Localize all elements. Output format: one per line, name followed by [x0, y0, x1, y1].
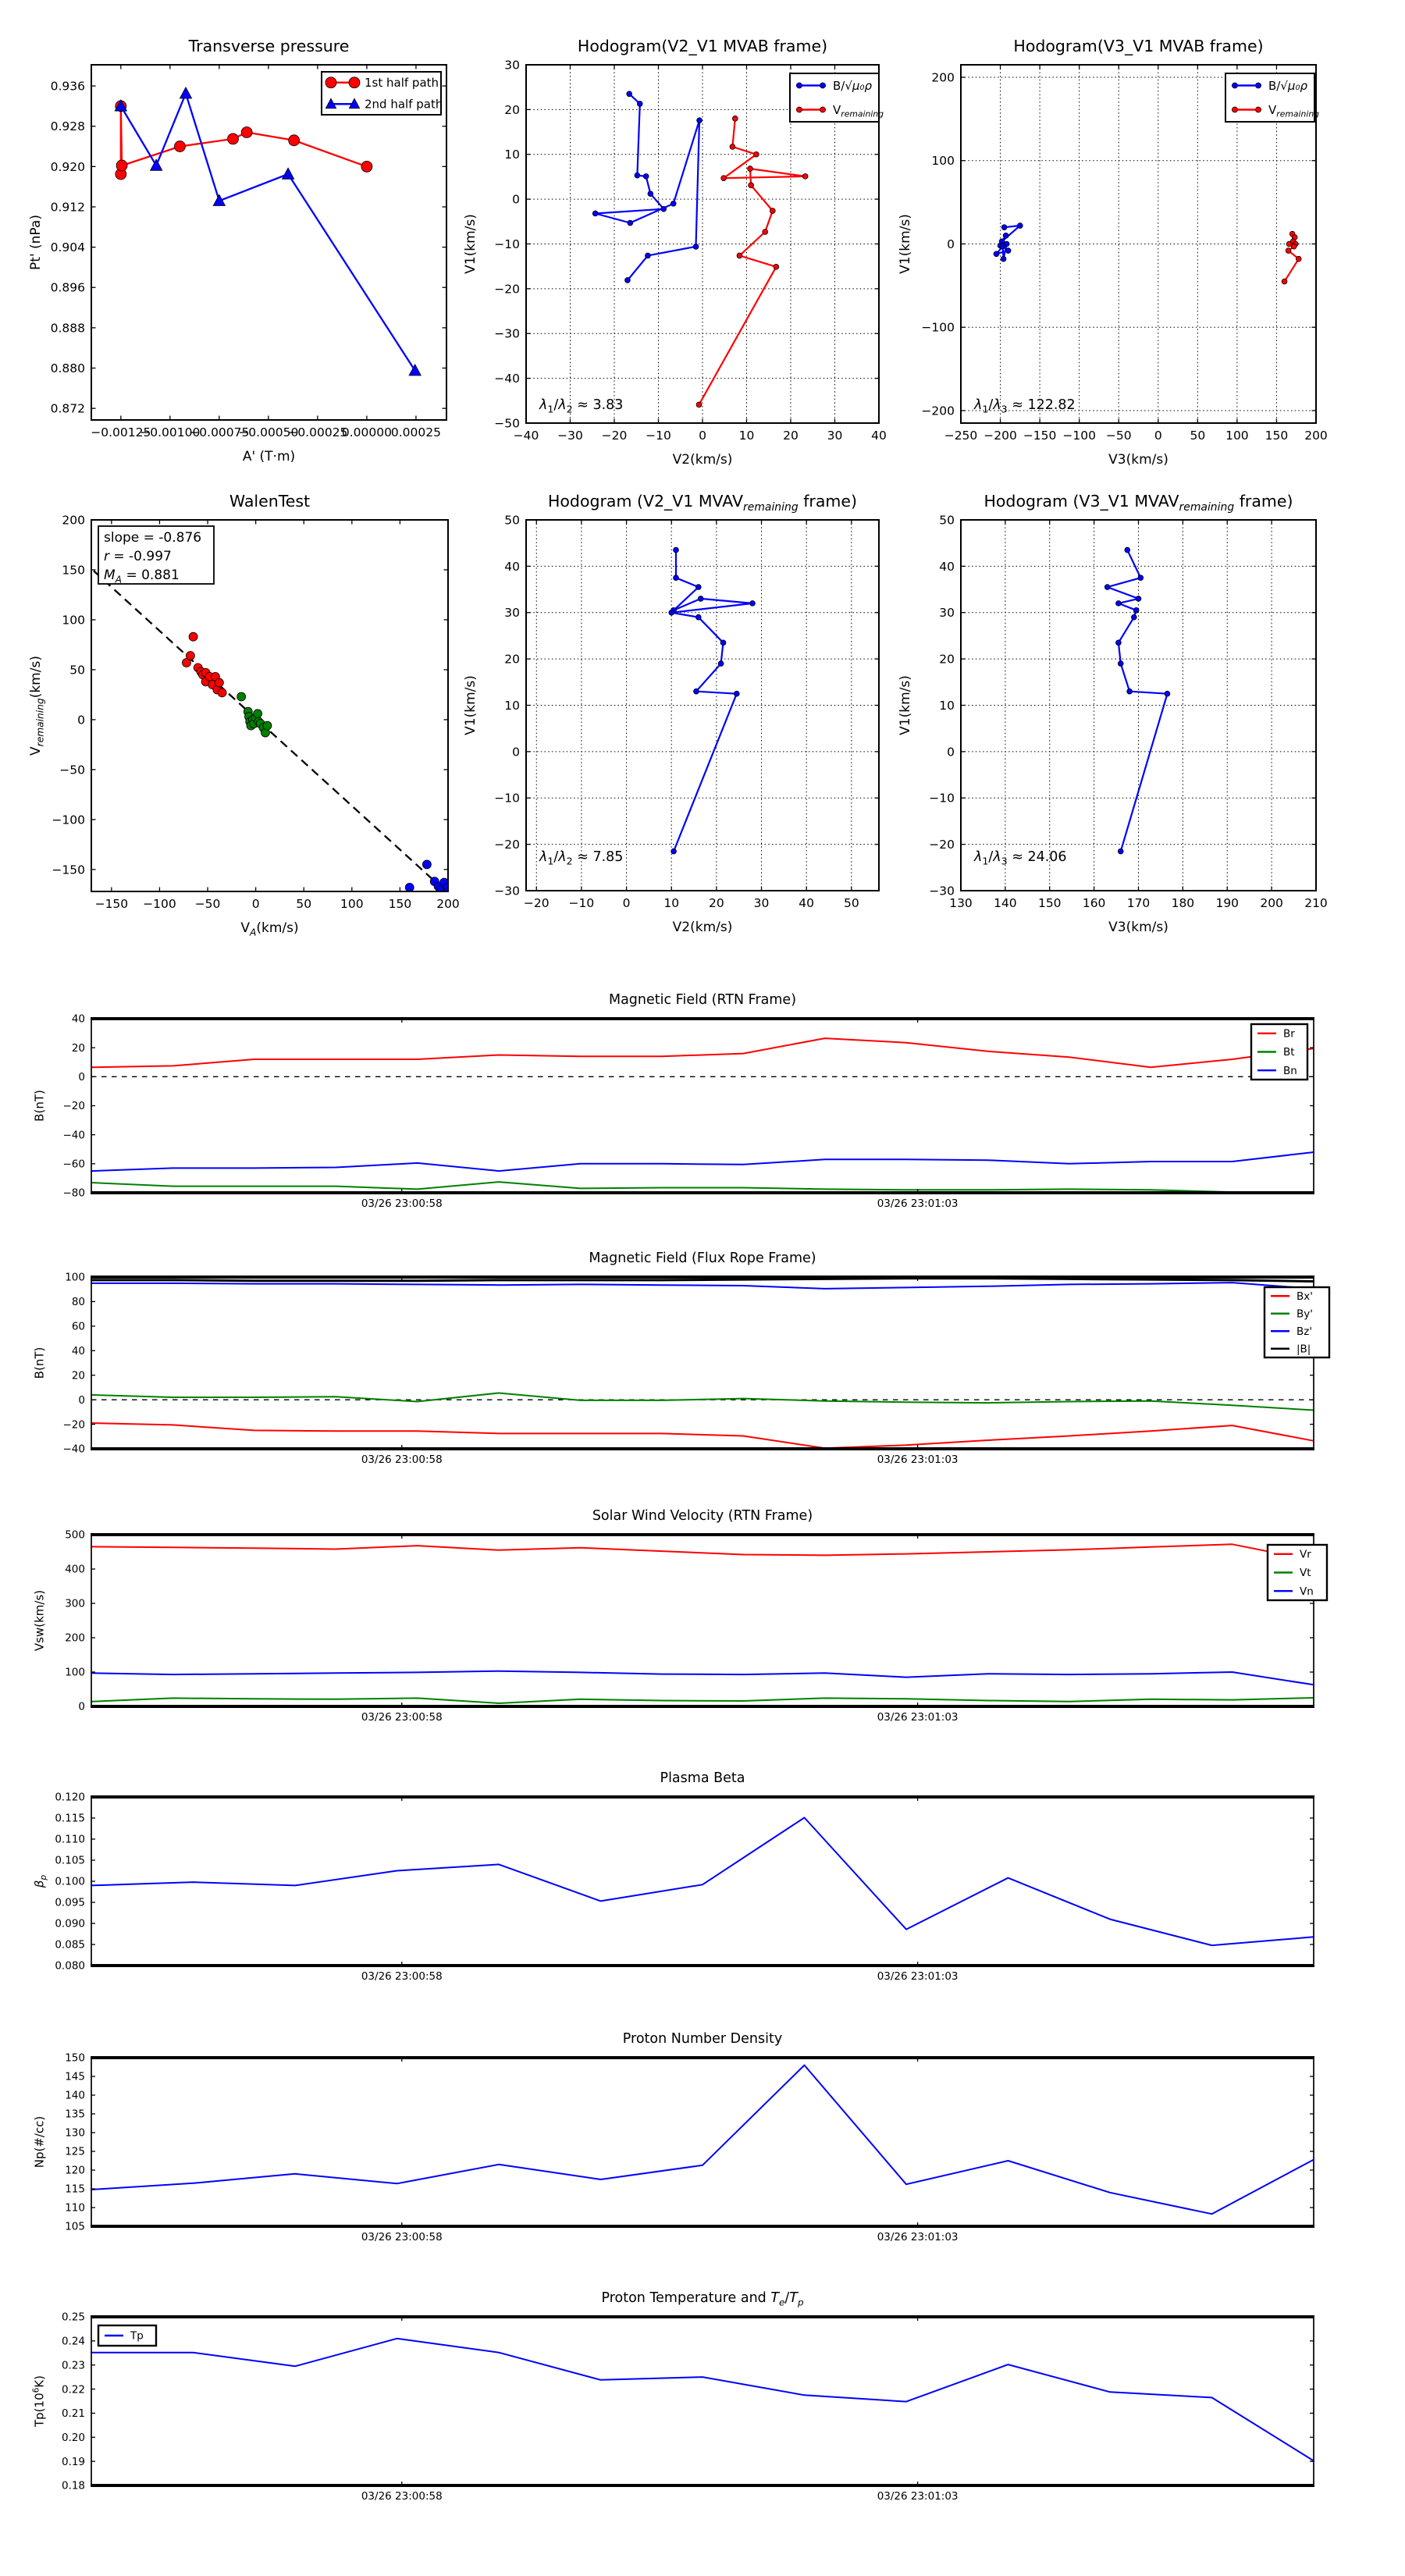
x-tick-label: 03/26 23:01:03 — [877, 1970, 959, 1983]
y-tick-label: −30 — [494, 884, 520, 898]
legend — [98, 2325, 156, 2346]
y-tick-label: −20 — [494, 282, 520, 297]
stats-line: slope = -0.876 — [104, 530, 202, 546]
chart-hodogram-v3v1-mvav — [898, 513, 1328, 935]
x-tick-label: 130 — [949, 896, 973, 910]
y-tick-label: 0.105 — [55, 1854, 85, 1867]
x-tick-label: −10 — [646, 429, 671, 443]
annotation: $\lambda_1/\lambda_3 \approx 24.06$ — [974, 849, 1067, 867]
y-tick-label: 200 — [62, 513, 85, 528]
legend-label: Vr — [1300, 1548, 1311, 1561]
x-tick-label: −0.00100 — [140, 425, 201, 439]
legend-label: |B| — [1297, 1343, 1311, 1356]
x-tick-label: 03/26 23:00:58 — [361, 1197, 443, 1210]
x-tick-label: 03/26 23:01:03 — [877, 1453, 959, 1466]
y-tick-label: 30 — [939, 606, 955, 621]
stats-line: $M_A = 0.881$ — [104, 568, 180, 585]
y-tick-label: 10 — [504, 148, 520, 162]
y-tick-label: 100 — [65, 1666, 85, 1679]
chart-magnetic-field-fluxrope — [32, 1272, 1329, 1466]
x-tick-label: 03/26 23:00:58 — [361, 1711, 443, 1724]
legend-label: Bz' — [1297, 1325, 1313, 1338]
x-tick-label: 150 — [1264, 429, 1289, 443]
chart-title-hodogram-v2v1-mvab: Hodogram(V2_V1 MVAB frame) — [577, 37, 828, 55]
y-axis-label: V1(km/s) — [462, 214, 478, 274]
series-group — [115, 87, 421, 375]
y-tick-label: 50 — [504, 513, 520, 528]
y-tick-label: 10 — [504, 698, 520, 713]
x-tick-label: −0.00075 — [189, 425, 250, 439]
y-tick-label: 0.872 — [50, 401, 85, 416]
x-tick-label: −150 — [1023, 429, 1057, 443]
y-tick-label: 0 — [77, 713, 85, 728]
y-axis-label: V1(km/s) — [462, 675, 478, 735]
x-tick-label: −200 — [984, 429, 1017, 443]
x-tick-label: 50 — [843, 896, 859, 910]
y-tick-label: −50 — [494, 416, 520, 431]
x-tick-label: 03/26 23:00:58 — [361, 1453, 443, 1466]
markers-second-half — [405, 860, 452, 896]
x-axis-label: V3(km/s) — [1108, 920, 1168, 935]
x-tick-label: −250 — [944, 429, 978, 443]
legend-label: Vt — [1300, 1567, 1311, 1580]
x-tick-label: 10 — [738, 429, 755, 443]
x-tick-label: 0 — [251, 897, 260, 911]
y-tick-label: 135 — [65, 2108, 85, 2121]
chart-title-magnetic-field-rtn: Magnetic Field (RTN Frame) — [608, 992, 797, 1009]
legend-label: Tp — [130, 2329, 144, 2343]
y-tick-label: −100 — [52, 813, 85, 827]
x-tick-label: −50 — [1105, 429, 1132, 443]
x-axis-label: V3(km/s) — [1108, 452, 1168, 468]
x-tick-label: 200 — [1260, 896, 1283, 910]
y-tick-label: 20 — [71, 1369, 85, 1382]
legend-label: Br — [1283, 1027, 1295, 1041]
legend-label: $V_{remaining}$ — [833, 102, 884, 119]
chart-title-transverse-pressure: Transverse pressure — [188, 37, 350, 55]
y-tick-label: 0.920 — [50, 159, 85, 174]
x-tick-label: 30 — [827, 429, 843, 443]
legend — [1225, 73, 1319, 122]
legend-label: B/√μ₀ρ — [833, 78, 872, 93]
y-tick-label: 150 — [65, 2051, 85, 2065]
y-tick-label: 0 — [947, 745, 955, 760]
y-tick-label: 40 — [939, 559, 955, 574]
y-tick-label: 0.928 — [50, 119, 85, 134]
x-tick-label: −20 — [523, 896, 550, 910]
y-tick-label: 200 — [65, 1631, 85, 1645]
legend-label: Bx' — [1297, 1290, 1313, 1303]
y-tick-label: 115 — [65, 2183, 85, 2196]
markers-V-remaining — [1282, 231, 1301, 284]
chart-title-hodogram-v2v1-mvav: Hodogram (V2_V1 $MVAV_{remaining}$ frame) — [547, 492, 858, 514]
legend-label: Vn — [1300, 1585, 1314, 1598]
y-axis-label: V1(km/s) — [897, 675, 913, 735]
legend — [1264, 1287, 1329, 1357]
fit-line — [94, 571, 446, 891]
series-group — [91, 1818, 1314, 1946]
y-axis-label: Np(#/cc) — [32, 2115, 47, 2169]
x-tick-label: 10 — [663, 896, 680, 910]
x-tick-label: −20 — [601, 429, 628, 443]
markers-V-remaining — [696, 116, 808, 407]
x-tick-label: −50 — [194, 897, 221, 911]
legend-label: By' — [1297, 1308, 1313, 1321]
x-tick-label: 150 — [1037, 896, 1062, 910]
x-tick-label: −30 — [557, 429, 583, 443]
y-tick-label: 50 — [69, 663, 85, 678]
legend-label: 1st half path — [365, 76, 439, 90]
annotation: $\lambda_1/\lambda_3 \approx 122.82$ — [974, 397, 1076, 415]
y-tick-label: 0 — [512, 745, 520, 760]
series-Vt — [91, 1698, 1314, 1703]
chart-title-proton-number-density: Proton Number Density — [622, 2031, 783, 2048]
y-tick-label: 0.888 — [50, 321, 85, 336]
chart-title-hodogram-v3v1-mvav: Hodogram (V3_V1 $MVAV_{remaining}$ frame) — [984, 492, 1293, 514]
x-tick-label: −150 — [94, 897, 129, 911]
y-tick-label: −10 — [494, 237, 520, 251]
chart-title-walen-test: WalenTest — [229, 492, 311, 511]
series-Vn — [91, 1671, 1314, 1685]
y-tick-label: −20 — [494, 838, 520, 852]
chart-solar-wind-velocity-rtn — [32, 1529, 1327, 1724]
y-tick-label: 100 — [62, 613, 85, 628]
series-Bz' — [91, 1283, 1314, 1289]
series-Tp — [91, 2339, 1314, 2461]
y-tick-label: 125 — [65, 2145, 85, 2158]
markers-first-half — [182, 632, 226, 697]
chart-walen-test — [28, 513, 460, 938]
legend-label: Bt — [1283, 1046, 1295, 1059]
series-Np — [91, 2065, 1314, 2215]
y-tick-label: 0 — [78, 1700, 85, 1713]
x-tick-label: −100 — [143, 897, 176, 911]
markers-V-path — [1104, 547, 1170, 854]
y-tick-label: 0.100 — [55, 1875, 85, 1888]
y-tick-label: 0.21 — [61, 2407, 85, 2421]
y-tick-label: 0.080 — [55, 1959, 85, 1973]
markers-center — [237, 692, 272, 737]
y-tick-label: −10 — [929, 791, 955, 806]
y-tick-label: 145 — [65, 2070, 85, 2083]
x-tick-label: 100 — [340, 897, 364, 911]
x-tick-label: 03/26 23:00:58 — [361, 2490, 443, 2503]
x-tick-label: −0.00025 — [287, 425, 348, 439]
y-tick-label: 80 — [71, 1296, 85, 1309]
y-tick-label: 0.18 — [61, 2479, 85, 2492]
stats-line: r = -0.997 — [104, 549, 172, 564]
legend-label: B/√μ₀ρ — [1268, 78, 1307, 93]
y-tick-label: −40 — [62, 1443, 85, 1456]
y-tick-label: 110 — [65, 2201, 85, 2215]
legend — [1251, 1024, 1307, 1080]
x-tick-label: 20 — [709, 896, 724, 910]
legend — [322, 72, 443, 115]
x-tick-label: −0.00050 — [238, 425, 299, 439]
y-tick-label: 0 — [947, 237, 955, 251]
y-tick-label: 0 — [78, 1071, 85, 1084]
markers-V-path — [669, 547, 756, 854]
y-axis-label: $Tp(10^6K)$ — [31, 2375, 47, 2428]
x-tick-label: 0.00025 — [390, 425, 441, 439]
y-tick-label: 100 — [65, 1271, 85, 1284]
y-tick-label: 20 — [504, 102, 520, 117]
x-tick-label: 50 — [1190, 429, 1206, 443]
legend-label: $V_{remaining}$ — [1268, 102, 1320, 119]
x-tick-label: −40 — [513, 429, 539, 443]
x-axis-label: V2(km/s) — [672, 920, 733, 935]
y-tick-label: 20 — [504, 652, 520, 667]
y-tick-label: −20 — [62, 1100, 85, 1113]
y-tick-label: −150 — [52, 863, 85, 877]
y-tick-label: −200 — [921, 404, 955, 418]
y-tick-label: −30 — [929, 884, 955, 898]
y-tick-label: 40 — [71, 1345, 85, 1358]
x-tick-label: 03/26 23:01:03 — [877, 2231, 959, 2243]
y-tick-label: 0.19 — [61, 2455, 85, 2468]
y-tick-label: −80 — [62, 1187, 85, 1200]
y-tick-label: −10 — [494, 791, 520, 806]
series-group — [91, 1279, 1314, 1449]
y-tick-label: 0.090 — [55, 1917, 85, 1930]
series-By' — [91, 1393, 1314, 1411]
markers-B-alfven — [994, 223, 1023, 262]
x-tick-label: 0 — [1154, 429, 1162, 443]
x-tick-label: 170 — [1126, 896, 1151, 910]
x-tick-label: 03/26 23:01:03 — [877, 2490, 959, 2503]
y-tick-label: 0.110 — [55, 1833, 85, 1846]
markers-B-alfven — [592, 91, 702, 283]
y-tick-label: 20 — [71, 1041, 85, 1055]
y-tick-label: −30 — [494, 326, 520, 341]
series-Bn — [91, 1152, 1314, 1171]
x-tick-label: 210 — [1304, 896, 1328, 910]
x-tick-label: 0.00000 — [341, 425, 392, 439]
y-tick-label: 300 — [65, 1597, 85, 1610]
chart-hodogram-v2v1-mvav — [463, 513, 880, 935]
y-tick-label: 0 — [512, 192, 520, 207]
chart-title-solar-wind-velocity: Solar Wind Velocity (RTN Frame) — [592, 1508, 813, 1525]
chart-title-proton-temperature: Proton Temperature and $T_e/T_p$ — [601, 2290, 804, 2308]
y-tick-label: 0.24 — [61, 2335, 85, 2348]
x-tick-label: 160 — [1082, 896, 1106, 910]
x-tick-label: 30 — [753, 896, 770, 910]
chart-title-magnetic-field-fluxrope: Magnetic Field (Flux Rope Frame) — [589, 1251, 816, 1267]
y-axis-label: Pt' (nPa) — [27, 215, 44, 270]
y-tick-label: 500 — [65, 1528, 85, 1542]
y-tick-label: 40 — [504, 559, 520, 574]
x-tick-label: 20 — [783, 429, 799, 443]
y-tick-label: 120 — [65, 2164, 85, 2177]
x-tick-label: 03/26 23:00:58 — [361, 1970, 443, 1983]
y-tick-label: 140 — [65, 2089, 85, 2102]
y-tick-label: 0.25 — [61, 2311, 85, 2324]
annotation: $\lambda_1/\lambda_2 \approx 3.83$ — [539, 397, 624, 415]
y-tick-label: −50 — [59, 763, 85, 777]
y-axis-label: V1(km/s) — [897, 214, 913, 274]
series-group — [91, 2339, 1314, 2461]
y-tick-label: 0.936 — [50, 79, 85, 94]
series-V-path — [671, 550, 752, 852]
chart-title-plasma-beta: Plasma Beta — [660, 1770, 745, 1787]
series-group — [91, 2065, 1314, 2215]
x-axis-label: A' (T·m) — [242, 449, 296, 464]
y-axis-label: Vsw(km/s) — [32, 1589, 47, 1652]
y-tick-label: 0.22 — [61, 2383, 85, 2396]
y-tick-label: 0.912 — [50, 200, 85, 215]
legend — [1268, 1545, 1327, 1600]
y-tick-label: 0.904 — [50, 240, 85, 255]
y-tick-label: 400 — [65, 1563, 85, 1576]
x-axis-label: V2(km/s) — [672, 452, 733, 468]
chart-magnetic-field-rtn — [32, 1013, 1314, 1210]
series-group — [1104, 547, 1170, 854]
y-tick-label: 30 — [504, 606, 520, 621]
y-tick-label: 0.880 — [50, 361, 85, 375]
legend — [790, 73, 884, 122]
x-tick-label: 40 — [871, 429, 887, 443]
legend-label: 2nd half path — [365, 97, 443, 112]
y-tick-label: 10 — [939, 698, 955, 713]
x-tick-label: 140 — [994, 896, 1017, 910]
y-axis-label: B(nT) — [32, 1347, 47, 1379]
y-tick-label: 200 — [931, 70, 955, 85]
series-group — [182, 632, 452, 895]
series-|B| — [91, 1279, 1314, 1282]
y-tick-label: 0.23 — [61, 2359, 85, 2372]
series-Bx' — [91, 1423, 1314, 1448]
x-tick-label: 200 — [1304, 429, 1328, 443]
series-group — [91, 1544, 1314, 1703]
y-tick-label: −40 — [62, 1129, 85, 1142]
y-axis-label: B(nT) — [32, 1090, 47, 1122]
series-Vr — [91, 1544, 1314, 1560]
y-tick-label: 20 — [939, 652, 955, 667]
x-tick-label: 180 — [1171, 896, 1195, 910]
chart-plasma-beta — [32, 1791, 1314, 1983]
y-tick-label: 0.085 — [55, 1938, 85, 1952]
series-V-remaining — [699, 119, 806, 405]
x-tick-label: 0 — [699, 429, 706, 443]
grid — [961, 520, 1316, 891]
chart-transverse-pressure — [28, 64, 447, 464]
y-tick-label: 0.115 — [55, 1812, 85, 1825]
chart-hodogram-v2v1-mvab — [463, 58, 887, 468]
x-axis-label: $V_A(km/s)$ — [240, 920, 299, 938]
chart-proton-temperature — [32, 2311, 1314, 2503]
y-tick-label: 60 — [71, 1320, 85, 1333]
y-axis-label: $\beta_p$ — [32, 1874, 49, 1888]
y-tick-label: 30 — [504, 58, 520, 73]
grid — [526, 520, 879, 891]
y-tick-label: 0.20 — [61, 2432, 85, 2445]
y-tick-label: 105 — [65, 2220, 85, 2233]
series-Br — [91, 1038, 1314, 1067]
y-tick-label: −60 — [62, 1158, 85, 1171]
series-V-path — [1108, 550, 1168, 852]
series-group — [669, 547, 756, 854]
x-tick-label: −0.00125 — [91, 425, 151, 439]
y-tick-label: −20 — [62, 1418, 85, 1432]
x-tick-label: 03/26 23:00:58 — [361, 2231, 443, 2243]
series-group — [592, 91, 808, 407]
x-tick-label: 0 — [622, 896, 631, 910]
y-tick-label: 40 — [71, 1012, 85, 1026]
x-tick-label: 50 — [296, 897, 312, 911]
annotation: $\lambda_1/\lambda_2 \approx 7.85$ — [539, 849, 624, 867]
x-tick-label: 190 — [1215, 896, 1240, 910]
chart-proton-number-density — [32, 2052, 1314, 2243]
series-Bt — [91, 1182, 1314, 1192]
y-axis-label: $V_{remaining}(km/s)$ — [27, 656, 46, 756]
series-beta-p — [91, 1818, 1314, 1946]
y-tick-label: −20 — [929, 838, 955, 852]
x-tick-label: 100 — [1225, 429, 1249, 443]
x-tick-label: 150 — [388, 897, 412, 911]
markers-2nd half path — [115, 87, 421, 375]
legend-label: Bn — [1283, 1064, 1297, 1077]
y-tick-label: 50 — [939, 513, 955, 528]
y-tick-label: 0.095 — [55, 1896, 85, 1909]
y-tick-label: 130 — [65, 2126, 85, 2140]
x-tick-label: −100 — [1062, 429, 1096, 443]
y-tick-label: 100 — [931, 154, 955, 169]
y-tick-label: 0 — [78, 1393, 85, 1407]
y-tick-label: 150 — [62, 563, 85, 578]
x-tick-label: 03/26 23:01:03 — [877, 1197, 959, 1210]
x-tick-label: 200 — [436, 897, 460, 911]
series-B-alfven — [596, 94, 699, 280]
chart-hodogram-v3v1-mvab — [898, 64, 1328, 468]
y-tick-label: 0.896 — [50, 280, 85, 295]
series-group — [91, 1038, 1314, 1192]
chart-title-hodogram-v3v1-mvab: Hodogram(V3_V1 MVAB frame) — [1013, 37, 1264, 55]
y-tick-label: 0.120 — [55, 1791, 85, 1804]
x-tick-label: −10 — [568, 896, 595, 910]
y-tick-label: −100 — [921, 320, 955, 335]
x-tick-label: 03/26 23:01:03 — [877, 1711, 959, 1724]
x-tick-label: 40 — [799, 896, 815, 910]
y-tick-label: −40 — [494, 372, 520, 386]
